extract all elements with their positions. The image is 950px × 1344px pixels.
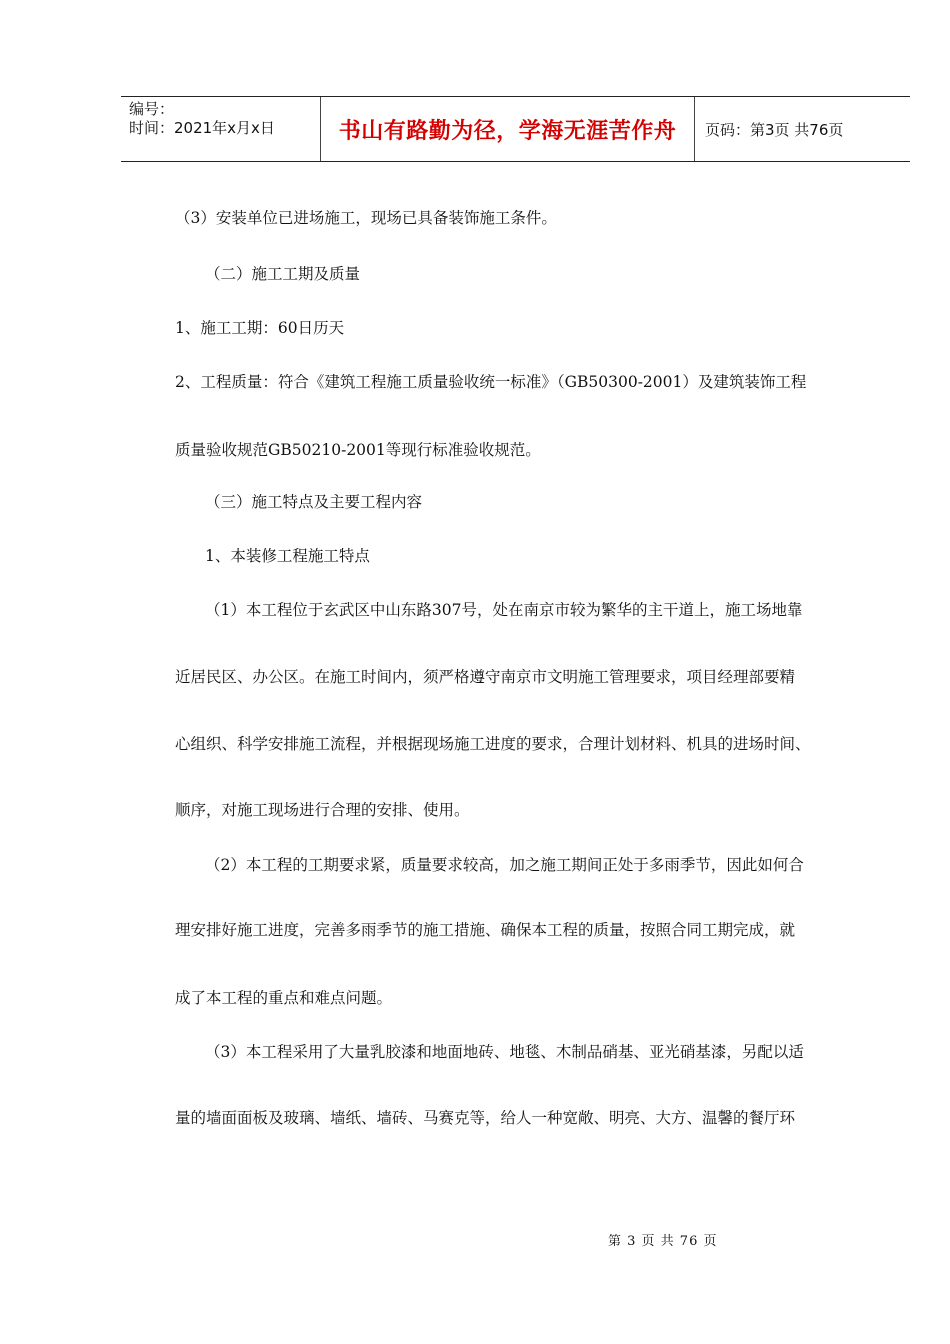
page-header — [121, 96, 910, 162]
page-info-text: 页码：第3页 共76页 — [705, 120, 844, 139]
body-line: （3）安装单位已进场施工，现场已具备装饰施工条件。 — [175, 209, 557, 227]
page-info-cell — [695, 97, 910, 161]
body-line: 2、工程质量：符合《建筑工程施工质量验收统一标准》（GB50300-2001）及建筑装饰工程 — [175, 373, 807, 391]
serial-number-label: 编号： — [129, 100, 175, 118]
body-line: 量的墙面面板及玻璃、墙纸、墙砖、马赛克等，给人一种宽敞、明亮、大方、温馨的餐厅环 — [175, 1109, 796, 1127]
body-line: （3）本工程采用了大量乳胶漆和地面地砖、地毯、木制品硝基、亚光硝基漆，另配以适 — [205, 1043, 804, 1061]
page-footer: 第 3 页 共 76 页 — [608, 1234, 718, 1249]
body-line: 质量验收规范GB50210-2001等现行标准验收规范。 — [175, 441, 541, 459]
body-line: 近居民区、办公区。在施工时间内，须严格遵守南京市文明施工管理要求，项目经理部要精 — [175, 668, 796, 686]
body-line: （2）本工程的工期要求紧，质量要求较高，加之施工期间正处于多雨季节，因此如何合 — [205, 856, 804, 874]
motto-cell — [321, 97, 695, 161]
subsection-heading: 1、本装修工程施工特点 — [205, 547, 370, 565]
section-heading: （二）施工工期及质量 — [205, 265, 361, 283]
time-label: 时间：2021年x月x日 — [129, 119, 275, 137]
body-line: 成了本工程的重点和难点问题。 — [175, 989, 393, 1007]
motto-text: 书山有路勤为径，学海无涯苦作舟 — [338, 117, 677, 144]
body-line: 顺序，对施工现场进行合理的安排、使用。 — [175, 801, 470, 819]
body-line: 1、施工工期：60日历天 — [175, 319, 345, 337]
section-heading: （三）施工特点及主要工程内容 — [205, 493, 423, 511]
header-meta-cell — [121, 97, 321, 161]
body-line: 理安排好施工进度，完善多雨季节的施工措施、确保本工程的质量，按照合同工期完成，就 — [175, 921, 796, 939]
body-line: （1）本工程位于玄武区中山东路307号，处在南京市较为繁华的主干道上，施工场地靠 — [205, 601, 803, 619]
body-line: 心组织、科学安排施工流程，并根据现场施工进度的要求，合理计划材料、机具的进场时间、 — [175, 735, 811, 753]
